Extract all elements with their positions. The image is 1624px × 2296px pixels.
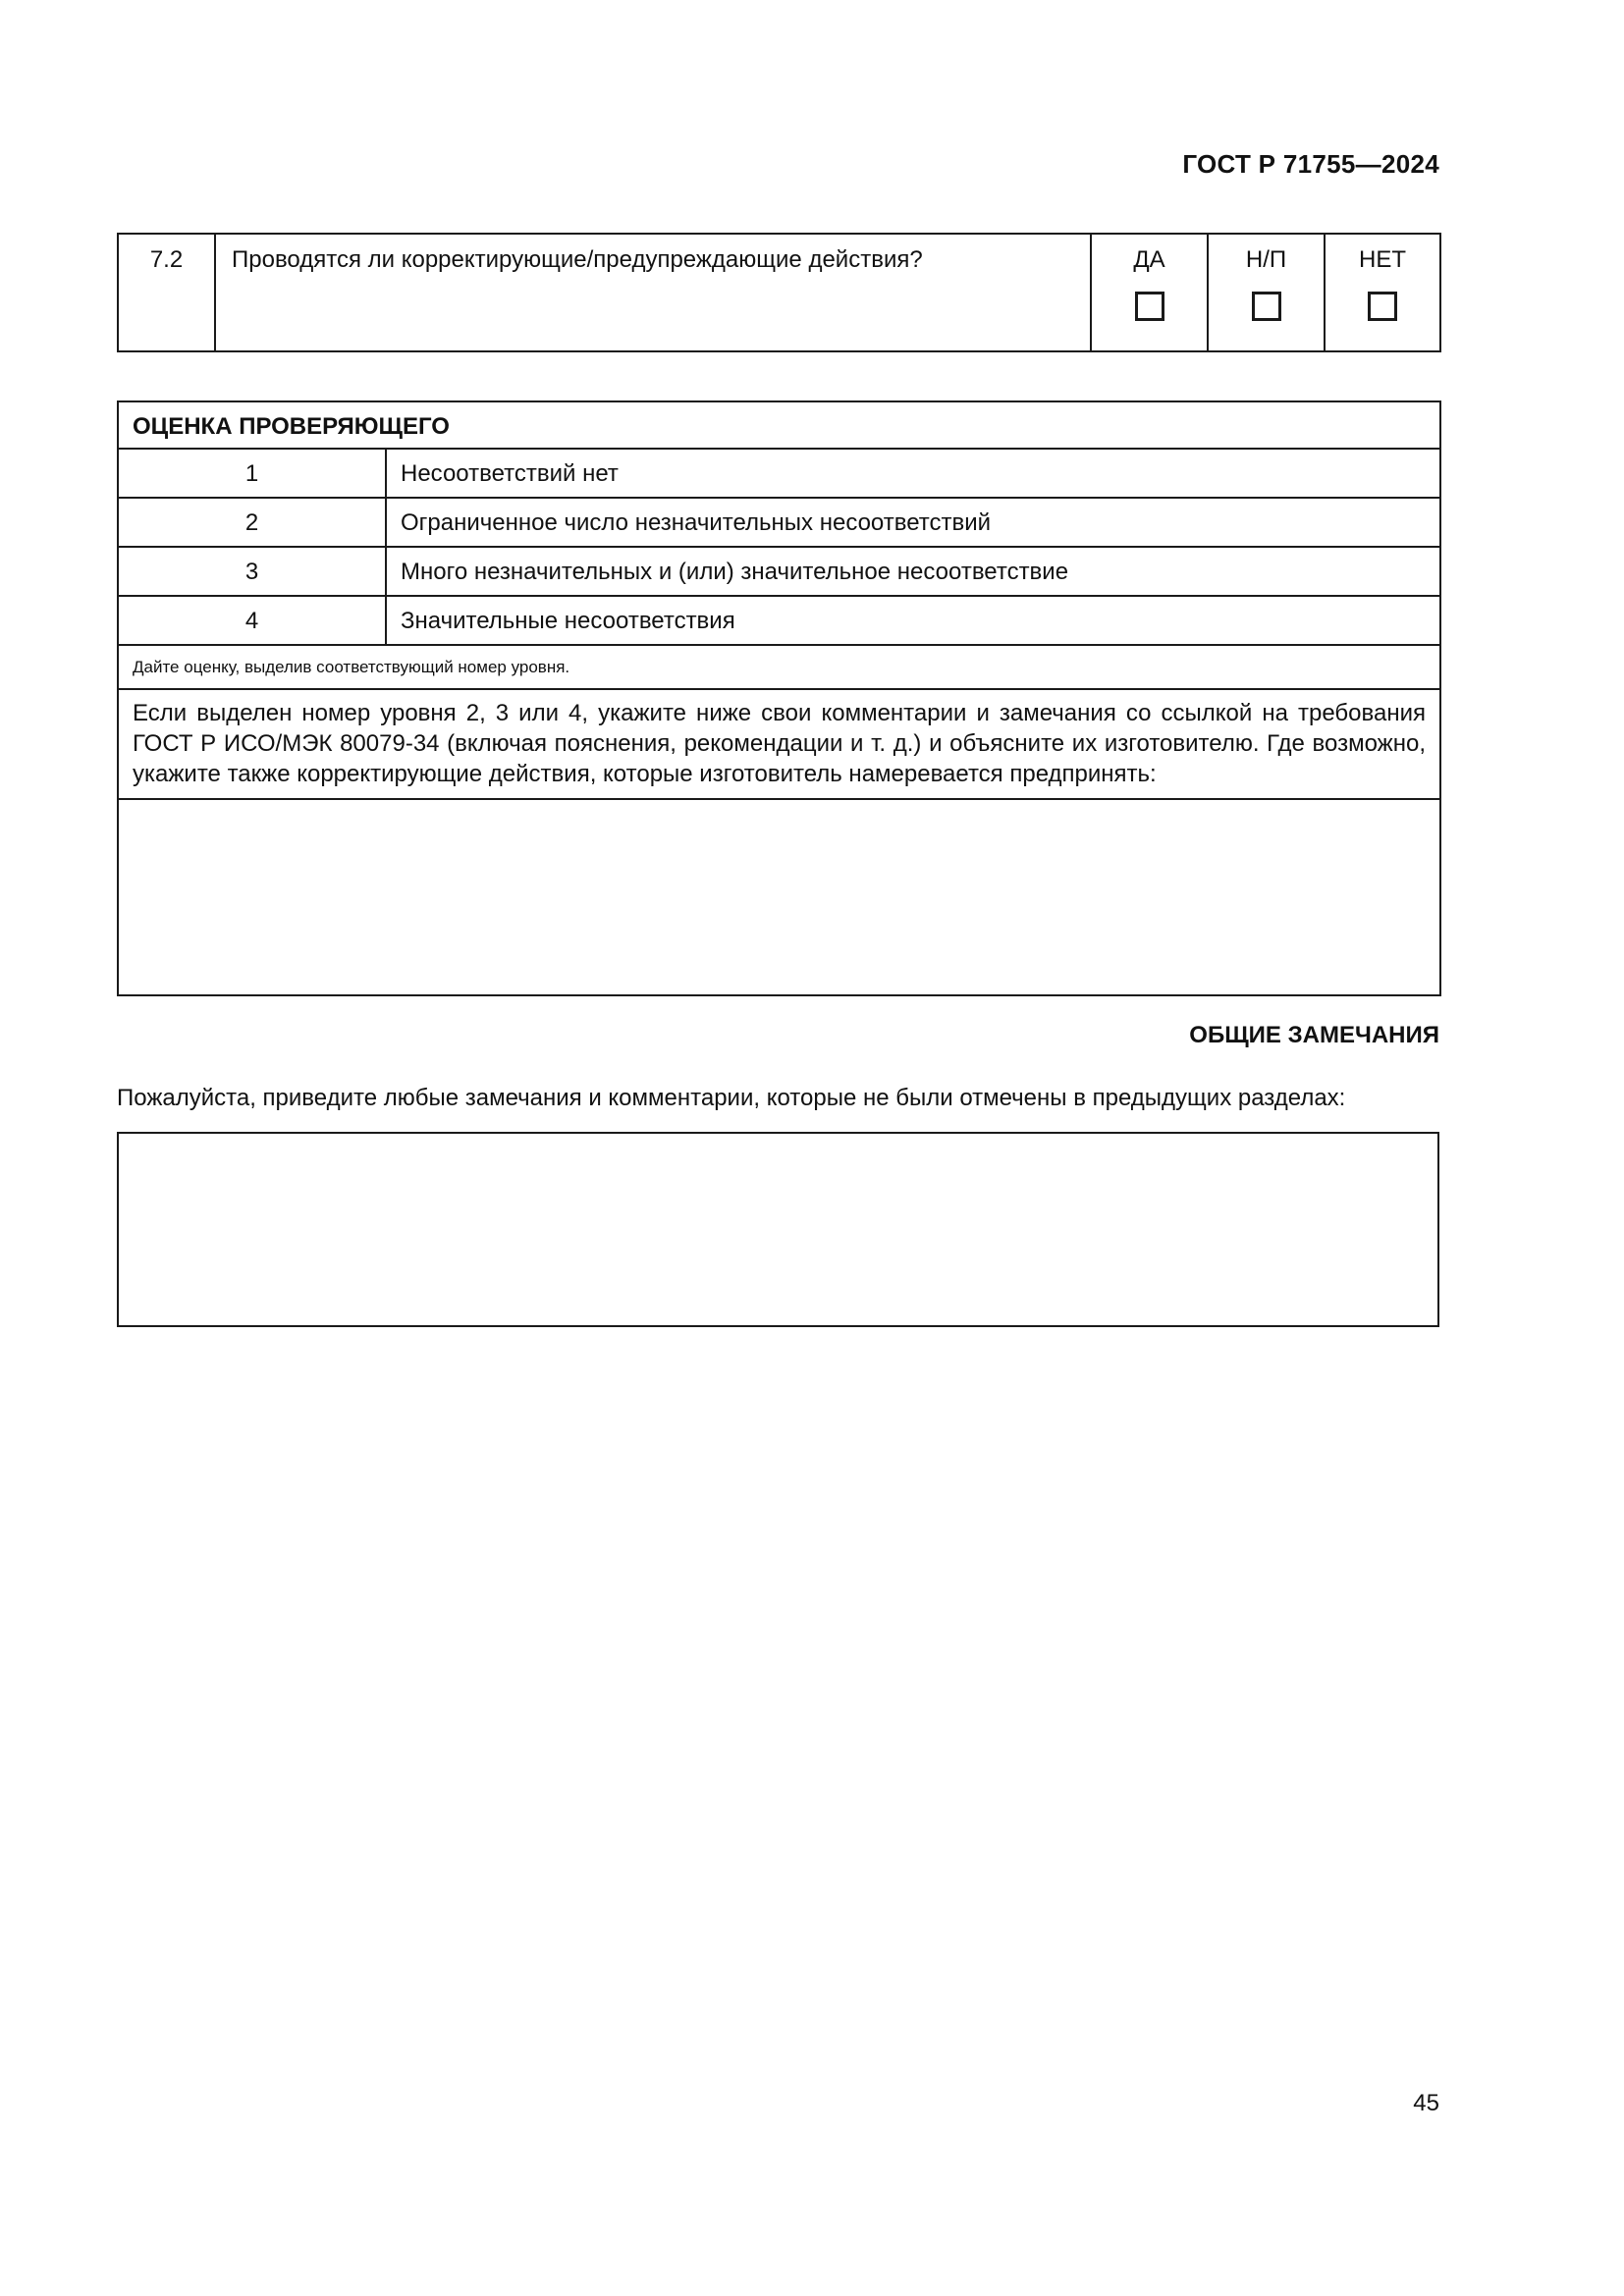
evaluation-header-row — [118, 401, 1440, 449]
option-na — [1208, 234, 1325, 351]
option-no — [1325, 234, 1440, 351]
level-number[interactable]: 4 — [118, 596, 386, 645]
page-number: 45 — [1413, 2090, 1439, 2116]
level-number[interactable]: 2 — [118, 498, 386, 547]
option-yes — [1091, 234, 1208, 351]
level-description: Много незначительных и (или) значительное несоответствие — [386, 547, 1440, 596]
question-table — [117, 233, 1441, 352]
level-description: Ограниченное число незначительных несоответствий — [386, 498, 1440, 547]
general-remarks-prompt: Пожалуйста, приведите любые замечания и комментарии, которые не были отмечены в предыдущих разделах: — [117, 1085, 1346, 1111]
evaluation-level-row[interactable] — [118, 449, 1440, 498]
option-na-label: Н/П — [1245, 246, 1287, 273]
level-description: Значительные несоответствия — [386, 596, 1440, 645]
evaluation-level-row[interactable] — [118, 547, 1440, 596]
evaluation-instruction: Если выделен номер уровня 2, 3 или 4, укажите ниже свои комментарии и замечания со ссылкой на требования ГОСТ Р ИСО/МЭК 80079-34 (включая пояснения, рекомендации и т. д.) и объясните их изготовителю. Где возможно, укажите также корректирующие действия, которые изготовитель намеревается предпринять: — [118, 689, 1440, 799]
option-no-label: НЕТ — [1359, 246, 1406, 273]
evaluation-comments-cell — [118, 799, 1440, 995]
evaluation-instruction-row — [118, 689, 1440, 799]
evaluation-comments-row — [118, 799, 1440, 995]
evaluation-table — [117, 400, 1441, 996]
option-yes-label: ДА — [1133, 246, 1165, 273]
level-number[interactable]: 3 — [118, 547, 386, 596]
level-number[interactable]: 1 — [118, 449, 386, 498]
question-text: Проводятся ли корректирующие/предупреждающие действия? — [215, 234, 1091, 351]
evaluation-title: ОЦЕНКА ПРОВЕРЯЮЩЕГО — [118, 401, 1440, 449]
general-remarks-box — [117, 1132, 1439, 1327]
question-number: 7.2 — [118, 234, 215, 351]
option-no-checkbox[interactable] — [1368, 292, 1397, 321]
option-na-checkbox[interactable] — [1252, 292, 1281, 321]
document-code: ГОСТ Р 71755—2024 — [1182, 149, 1439, 179]
evaluation-note-row — [118, 645, 1440, 689]
general-remarks-title: ОБЩИЕ ЗАМЕЧАНИЯ — [1189, 1022, 1439, 1048]
option-yes-checkbox[interactable] — [1135, 292, 1164, 321]
evaluation-comments-input[interactable] — [119, 800, 1439, 994]
evaluation-note: Дайте оценку, выделив соответствующий номер уровня. — [118, 645, 1440, 689]
level-description: Несоответствий нет — [386, 449, 1440, 498]
question-row — [118, 234, 1440, 351]
evaluation-level-row[interactable] — [118, 596, 1440, 645]
evaluation-level-row[interactable] — [118, 498, 1440, 547]
general-remarks-input[interactable] — [119, 1134, 1437, 1325]
